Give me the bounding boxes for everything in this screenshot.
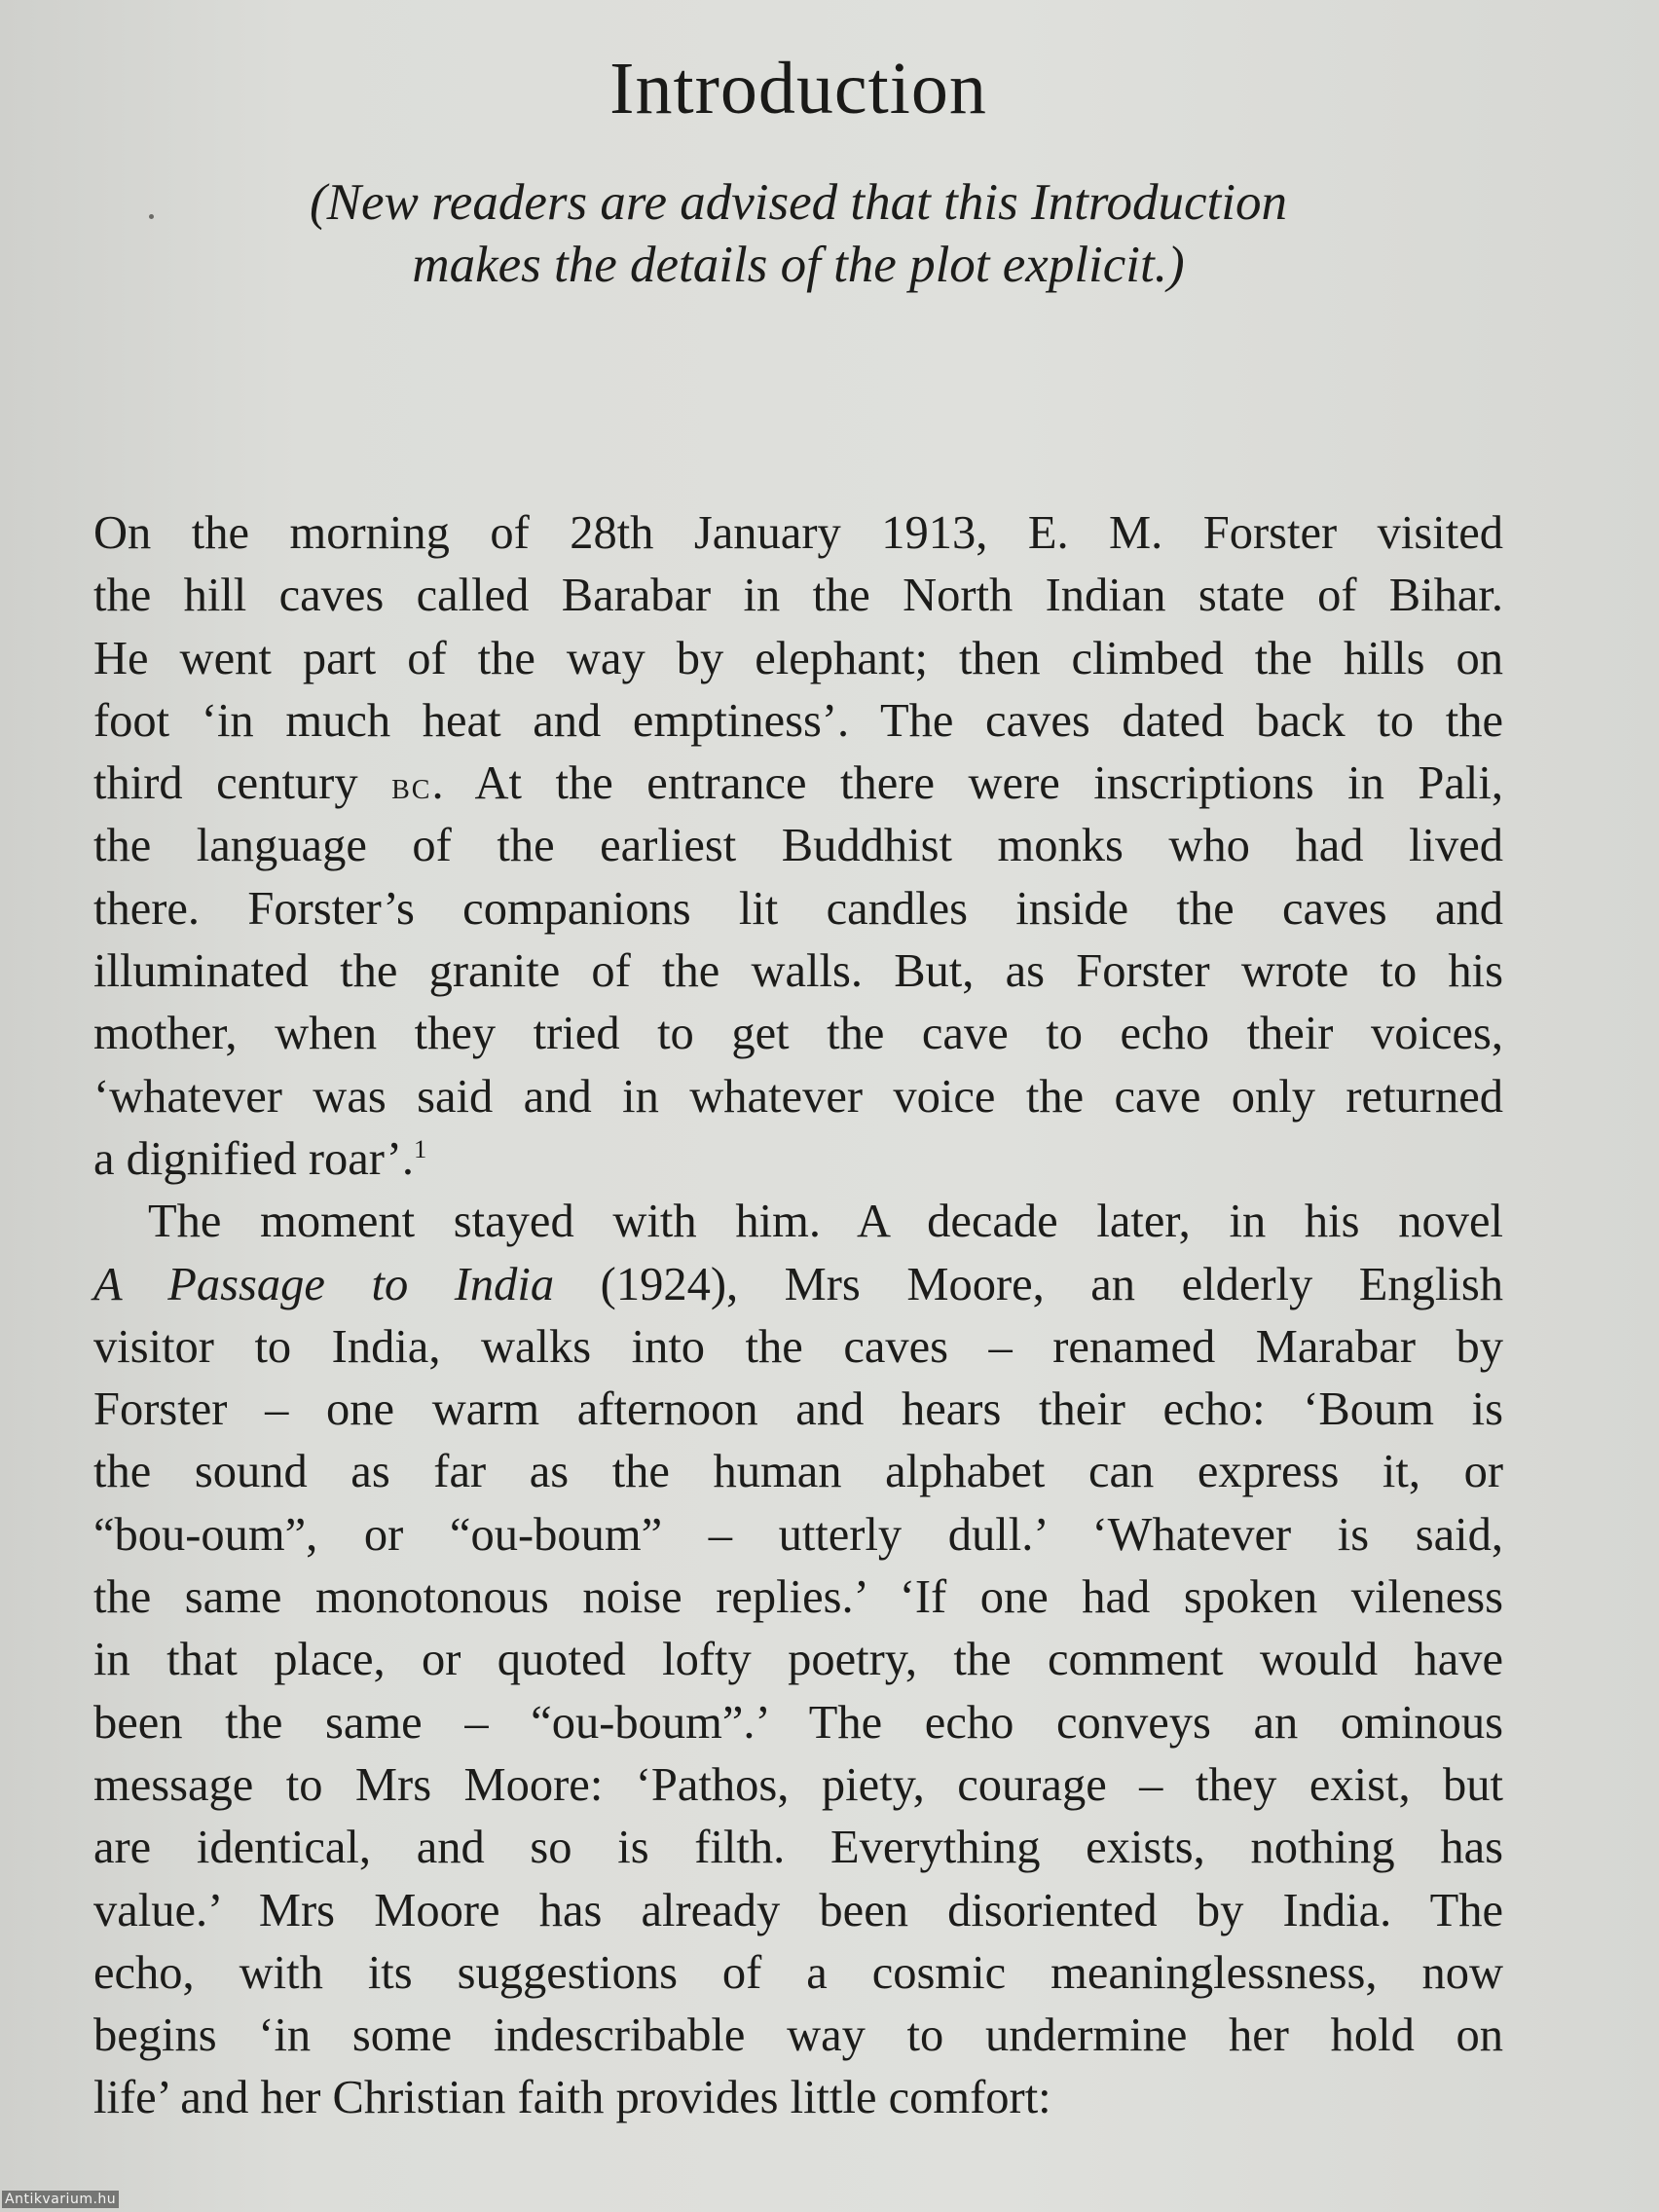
text-line: are identical, and so is filth. Everything exists, nothing has bbox=[93, 1822, 1503, 1874]
text-line: in that place, or quoted lofty poetry, the comment would have bbox=[93, 1634, 1503, 1686]
watermark: Antikvarium.hu bbox=[2, 2191, 119, 2208]
era-abbreviation: bc bbox=[391, 764, 432, 808]
text-line: Forster – one warm afternoon and hears their echo: ‘Boum is bbox=[93, 1383, 1503, 1436]
spoiler-note bbox=[146, 171, 1451, 297]
text-segment: third century bbox=[93, 757, 392, 810]
text-line: mother, when they tried to get the cave to echo their voices, bbox=[93, 1008, 1503, 1060]
text-segment: (1924), Mrs Moore, an elderly English bbox=[554, 1258, 1503, 1310]
book-title: A Passage to India bbox=[93, 1258, 555, 1310]
text-line: ‘whatever was said and in whatever voice the cave only returned bbox=[93, 1070, 1503, 1123]
text-line: illuminated the granite of the walls. But, as Forster wrote to his bbox=[93, 945, 1503, 998]
text-line: life’ and her Christian faith provides little comfort: bbox=[93, 2072, 1051, 2124]
text-line: the hill caves called Barabar in the North Indian state of Bihar. bbox=[93, 570, 1503, 622]
text-line: The moment stayed with him. A decade later, in his novel bbox=[148, 1196, 1503, 1248]
text-line: foot ‘in much heat and emptiness’. The caves dated back to the bbox=[93, 694, 1503, 747]
text-line: “bou-oum”, or “ou-boum” – utterly dull.’ ‘Whatever is said, bbox=[93, 1508, 1503, 1561]
text-line: the sound as far as the human alphabet can express it, or bbox=[93, 1446, 1503, 1498]
text-line: there. Forster’s companions lit candles inside the caves and bbox=[93, 882, 1503, 935]
text-line: He went part of the way by elephant; then climbed the hills on bbox=[93, 632, 1503, 684]
spoiler-note-line: makes the details of the plot explicit.) bbox=[412, 237, 1185, 294]
footnote-marker[interactable]: 1 bbox=[414, 1133, 427, 1163]
text-line: the language of the earliest Buddhist monks who had lived bbox=[93, 820, 1503, 872]
introduction-body bbox=[93, 502, 1503, 2130]
text-line bbox=[93, 1254, 1503, 1316]
text-line: been the same – “ou-boum”.’ The echo conveys an ominous bbox=[93, 1696, 1503, 1749]
text-line: value.’ Mrs Moore has already been disoriented by India. The bbox=[93, 1884, 1503, 1936]
text-line: visitor to India, walks into the caves – renamed Marabar by bbox=[93, 1320, 1503, 1373]
text-line: the same monotonous noise replies.’ ‘If one had spoken vileness bbox=[93, 1571, 1503, 1624]
text-line bbox=[93, 1128, 1503, 1191]
text-line: echo, with its suggestions of a cosmic meaninglessness, now bbox=[93, 1946, 1503, 1999]
page-title: Introduction bbox=[609, 48, 987, 129]
text-line bbox=[93, 753, 1503, 815]
text-line: On the morning of 28th January 1913, E. M. Forster visited bbox=[93, 507, 1503, 559]
text-segment: . At the entrance there were inscriptions in Pali, bbox=[431, 757, 1503, 810]
text-line: message to Mrs Moore: ‘Pathos, piety, courage – they exist, but bbox=[93, 1758, 1503, 1811]
text-line: begins ‘in some indescribable way to undermine her hold on bbox=[93, 2009, 1503, 2062]
spoiler-note-line: (New readers are advised that this Introduction bbox=[310, 174, 1287, 231]
text-segment: a dignified roar’. bbox=[93, 1132, 415, 1185]
